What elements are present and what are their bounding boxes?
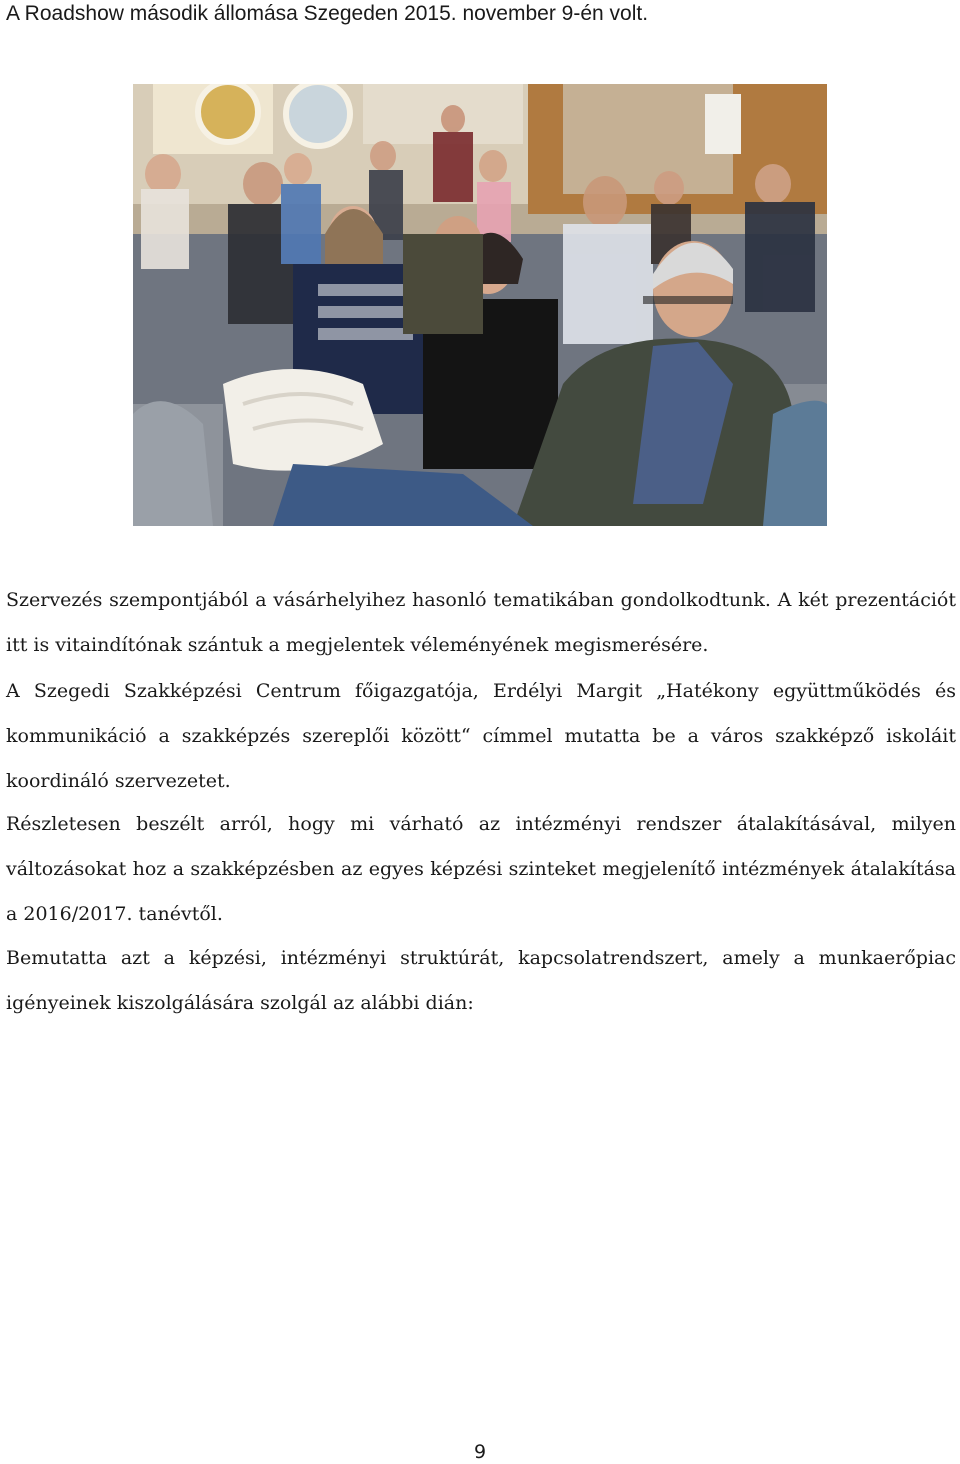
- paragraph-1: Szervezés szempontjából a vásárhelyihez hasonló tematikában gondolkodtunk. A két prezentációt itt is vitaindítónak szántuk a megjelentek véleményének megismerésére.: [6, 589, 956, 656]
- page-number: 9: [473, 1441, 487, 1463]
- paragraph-2: A Szegedi Szakképzési Centrum főigazgatója, Erdélyi Margit „Hatékony együttműködés és kommunikáció a szakképzés szereplői között“ címmel mutatta be a város szakképző iskoláit koordináló szervezetet.: [6, 680, 956, 792]
- audience-photo: [133, 84, 827, 526]
- paragraph-3: Részletesen beszélt arról, hogy mi várható az intézményi rendszer átalakításával, milyen változásokat hoz a szakképzésben az egyes képzési szinteket megjelenítő intézmények átalakítása a 2016/2017. tanévtől.: [6, 813, 956, 925]
- page-heading: A Roadshow második állomása Szegeden 2015. november 9-én volt.: [6, 2, 649, 25]
- paragraph-4: Bemutatta azt a képzési, intézményi struktúrát, kapcsolatrendszert, amely a munkaerőpiac igényeinek kiszolgálására szolgál az alábbi dián:: [6, 947, 956, 1014]
